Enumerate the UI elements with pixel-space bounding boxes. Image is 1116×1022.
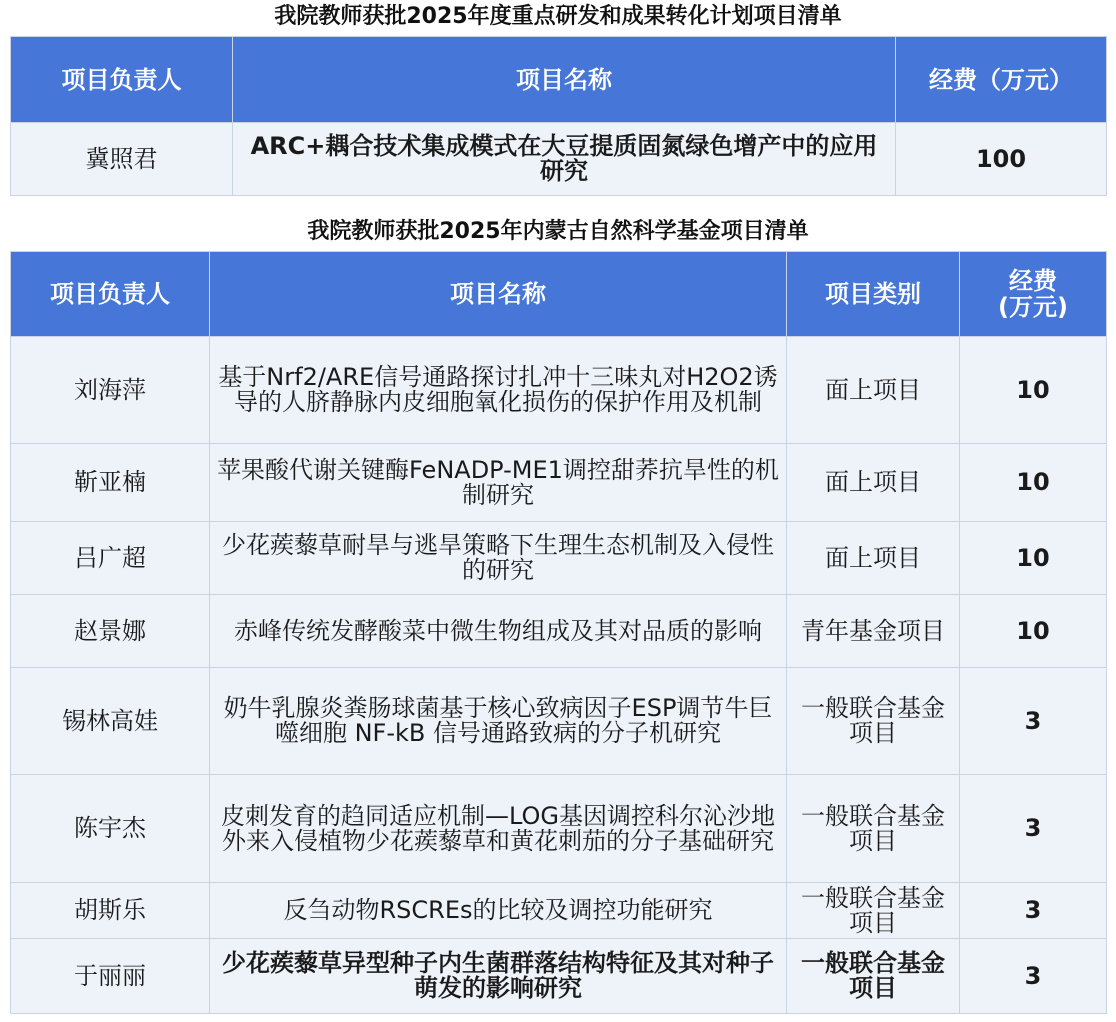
project-leader: 吕广超 <box>11 522 210 595</box>
project-category: 一般联合基金项目 <box>787 883 960 939</box>
project-leader: 于丽丽 <box>11 939 210 1014</box>
project-category: 青年基金项目 <box>787 595 960 668</box>
table2-header-funding <box>960 252 1107 337</box>
table2-header-funding-line2: (万元) <box>998 293 1068 321</box>
key-rd-projects-table <box>10 36 1107 196</box>
project-funding: 10 <box>960 595 1107 668</box>
table-row <box>11 337 1107 444</box>
project-funding: 3 <box>960 939 1107 1014</box>
project-funding: 3 <box>960 668 1107 775</box>
project-leader: 冀照君 <box>11 123 233 196</box>
project-category: 面上项目 <box>787 522 960 595</box>
project-category: 一般联合基金项目 <box>787 668 960 775</box>
project-name: ARC+耦合技术集成模式在大豆提质固氮绿色增产中的应用研究 <box>233 123 896 196</box>
project-name: 奶牛乳腺炎粪肠球菌基于核心致病因子ESP调节牛巨噬细胞 NF-kB 信号通路致病的分子机研究 <box>210 668 787 775</box>
table-row <box>11 775 1107 883</box>
project-leader: 胡斯乐 <box>11 883 210 939</box>
natural-science-fund-table <box>10 251 1107 1014</box>
project-category: 一般联合基金项目 <box>787 939 960 1014</box>
table2-header-funding-line1: 经费 <box>1009 267 1057 295</box>
table-row <box>11 522 1107 595</box>
project-name: 基于Nrf2/ARE信号通路探讨扎冲十三味丸对H2O2诱导的人脐静脉内皮细胞氧化损伤的保护作用及机制 <box>210 337 787 444</box>
project-funding: 10 <box>960 522 1107 595</box>
table2-header-name: 项目名称 <box>210 252 787 337</box>
table1-header-leader: 项目负责人 <box>11 37 233 123</box>
project-leader: 陈宇杰 <box>11 775 210 883</box>
project-funding: 3 <box>960 775 1107 883</box>
table-row <box>11 595 1107 668</box>
project-category: 面上项目 <box>787 337 960 444</box>
project-leader: 刘海萍 <box>11 337 210 444</box>
table1-header-name: 项目名称 <box>233 37 896 123</box>
table-row <box>11 939 1107 1014</box>
table2-header-category: 项目类别 <box>787 252 960 337</box>
project-leader: 靳亚楠 <box>11 444 210 522</box>
project-name: 皮刺发育的趋同适应机制—LOG基因调控科尔沁沙地外来入侵植物少花蒺藜草和黄花刺茄的分子基础研究 <box>210 775 787 883</box>
project-funding: 100 <box>896 123 1107 196</box>
table2-header-row <box>11 252 1107 337</box>
project-name: 少花蒺藜草异型种子内生菌群落结构特征及其对种子萌发的影响研究 <box>210 939 787 1014</box>
table2-header-leader: 项目负责人 <box>11 252 210 337</box>
table-row <box>11 123 1107 196</box>
project-name: 苹果酸代谢关键酶FeNADP-ME1调控甜荞抗旱性的机制研究 <box>210 444 787 522</box>
project-category: 一般联合基金项目 <box>787 775 960 883</box>
table-row <box>11 668 1107 775</box>
project-funding: 10 <box>960 337 1107 444</box>
project-leader: 锡林高娃 <box>11 668 210 775</box>
project-name: 少花蒺藜草耐旱与逃旱策略下生理生态机制及入侵性的研究 <box>210 522 787 595</box>
table2-title: 我院教师获批2025年内蒙古自然科学基金项目清单 <box>307 219 809 244</box>
table1-header-row <box>11 37 1107 123</box>
table-row <box>11 444 1107 522</box>
project-category: 面上项目 <box>787 444 960 522</box>
project-funding: 3 <box>960 883 1107 939</box>
project-leader: 赵景娜 <box>11 595 210 668</box>
project-name: 反刍动物RSCREs的比较及调控功能研究 <box>210 883 787 939</box>
project-name: 赤峰传统发酵酸菜中微生物组成及其对品质的影响 <box>210 595 787 668</box>
table-row <box>11 883 1107 939</box>
table1-header-funding: 经费（万元） <box>896 37 1107 123</box>
table1-title: 我院教师获批2025年度重点研发和成果转化计划项目清单 <box>274 4 842 29</box>
project-funding: 10 <box>960 444 1107 522</box>
